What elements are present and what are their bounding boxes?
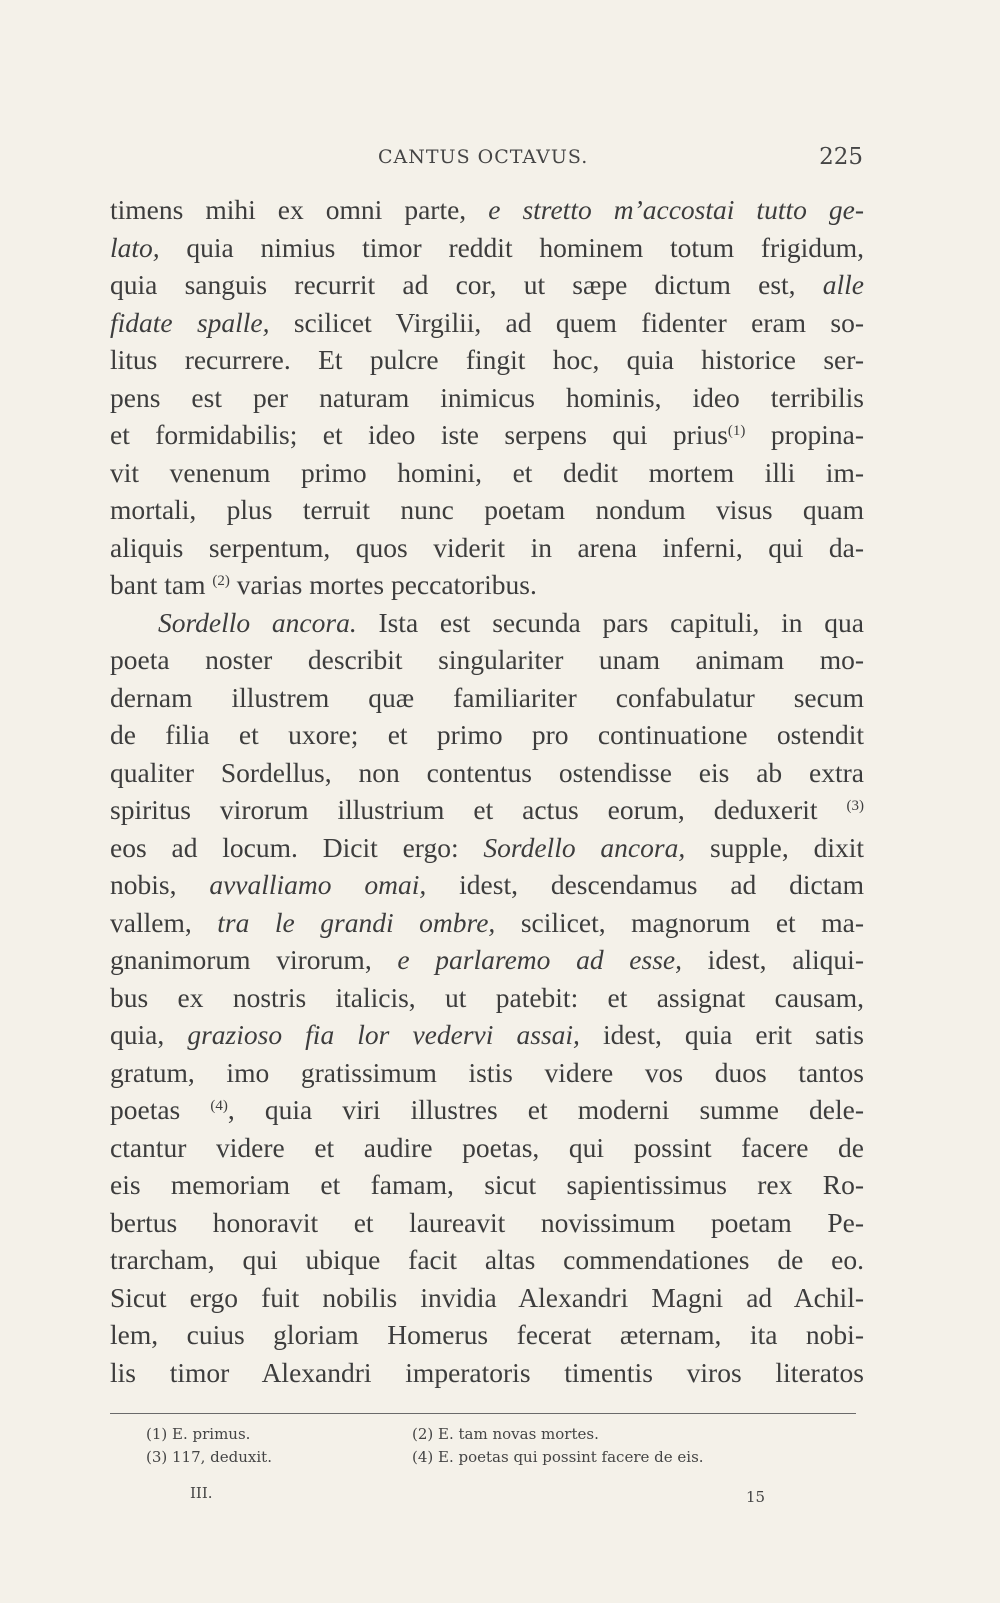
running-title: CANTUS OCTAVUS. bbox=[378, 146, 589, 168]
text-line: aliquis serpentum, quos viderit in arena inferni, qui da- bbox=[110, 531, 864, 563]
text-line: mortali, plus terruit nunc poetam nondum visus quam bbox=[110, 494, 864, 525]
footnote-reference: (3) bbox=[846, 798, 864, 814]
text-line: quia, grazioso fia lor vedervi assai, idest, quia erit satis bbox=[110, 1019, 864, 1050]
text-line: gratum, imo gratissimum istis videre vos duos tantos bbox=[110, 1056, 864, 1088]
text-line: bus ex nostris italicis, ut patebit: et assignat causam, bbox=[110, 981, 864, 1013]
text-line: de filia et uxore; et primo pro continuatione ostendit bbox=[110, 719, 864, 750]
text-line: nobis, avvalliamo omai, idest, descendamus ad dictam bbox=[110, 869, 864, 900]
footnote-row bbox=[146, 1446, 846, 1469]
footnote-row bbox=[146, 1423, 846, 1446]
text-line: vit venenum primo homini, et dedit mortem illi im- bbox=[110, 456, 864, 488]
text-line: gnanimorum virorum, e parlaremo ad esse, idest, aliqui- bbox=[110, 944, 864, 975]
text-line: ctantur videre et audire poetas, qui possint facere de bbox=[110, 1131, 864, 1163]
text-line: bertus honoravit et laureavit novissimum poetam Pe- bbox=[110, 1206, 864, 1238]
text-line: vallem, tra le grandi ombre, scilicet, magnorum et ma- bbox=[110, 906, 864, 938]
footnote: (3) 117, deduxit. bbox=[146, 1448, 272, 1466]
text-line: trarcham, qui ubique facit altas commendationes de eo. bbox=[110, 1244, 864, 1275]
signature-mark: III. bbox=[190, 1484, 213, 1502]
footnote-reference: (1) bbox=[727, 423, 746, 439]
text-line: spiritus virorum illustrium et actus eorum, deduxerit $^{(3)}$ bbox=[110, 794, 864, 825]
text-line: et formidabilis; et ideo iste serpens qui prius$^{(1)}$ propina- bbox=[110, 419, 864, 450]
text-line: Sicut ergo fuit nobilis invidia Alexandri Magni ad Achil- bbox=[110, 1281, 864, 1313]
text-line: lem, cuius gloriam Homerus fecerat æternam, ita nobi- bbox=[110, 1319, 864, 1350]
text-line: lis timor Alexandri imperatoris timentis viros literatos bbox=[110, 1356, 864, 1388]
text-line: qualiter Sordellus, non contentus ostendisse eis ab extra bbox=[110, 756, 864, 788]
text-line: eos ad locum. Dicit ergo: Sordello ancora, supple, dixit bbox=[110, 831, 864, 863]
footnote: (2) E. tam novas mortes. bbox=[412, 1425, 599, 1443]
footnote: (4) E. poetas qui possint facere de eis. bbox=[412, 1448, 704, 1466]
footnote-rule bbox=[110, 1413, 856, 1414]
running-head bbox=[110, 146, 863, 176]
text-line: eis memoriam et famam, sicut sapientissimus rex Ro- bbox=[110, 1169, 864, 1200]
footnote: (1) E. primus. bbox=[146, 1425, 251, 1443]
text-line: lato, quia nimius timor reddit hominem totum frigidum, bbox=[110, 231, 864, 263]
text-line: poeta noster describit singulariter unam animam mo- bbox=[110, 644, 864, 675]
page-footer bbox=[110, 1484, 870, 1512]
sheet-number: 15 bbox=[746, 1488, 766, 1506]
text-line: quia sanguis recurrit ad cor, ut sæpe dictum est, alle bbox=[110, 269, 864, 300]
text-line: fidate spalle, scilicet Virgilii, ad quem fidenter eram so- bbox=[110, 306, 864, 338]
page-number: 225 bbox=[819, 144, 863, 170]
text-line: litus recurrere. Et pulcre fingit hoc, quia historice ser- bbox=[110, 344, 864, 375]
footnotes bbox=[146, 1423, 846, 1469]
footnote-reference: (2) bbox=[212, 573, 230, 589]
commentary-text bbox=[110, 191, 864, 1391]
text-line: bant tam $^{(2)}$ varias mortes peccatoribus. bbox=[110, 569, 537, 600]
text-line: timens mihi ex omni parte, e stretto m’accostai tutto ge- bbox=[110, 194, 864, 225]
footnote-reference: (4) bbox=[210, 1098, 228, 1114]
text-line: Sordello ancora. Ista est secunda pars capituli, in qua bbox=[158, 606, 864, 638]
text-line: pens est per naturam inimicus hominis, ideo terribilis bbox=[110, 381, 864, 413]
text-line: poetas $^{(4)}$, quia viri illustres et moderni summe dele- bbox=[110, 1094, 864, 1125]
text-line: dernam illustrem quæ familiariter confabulatur secum bbox=[110, 681, 864, 713]
